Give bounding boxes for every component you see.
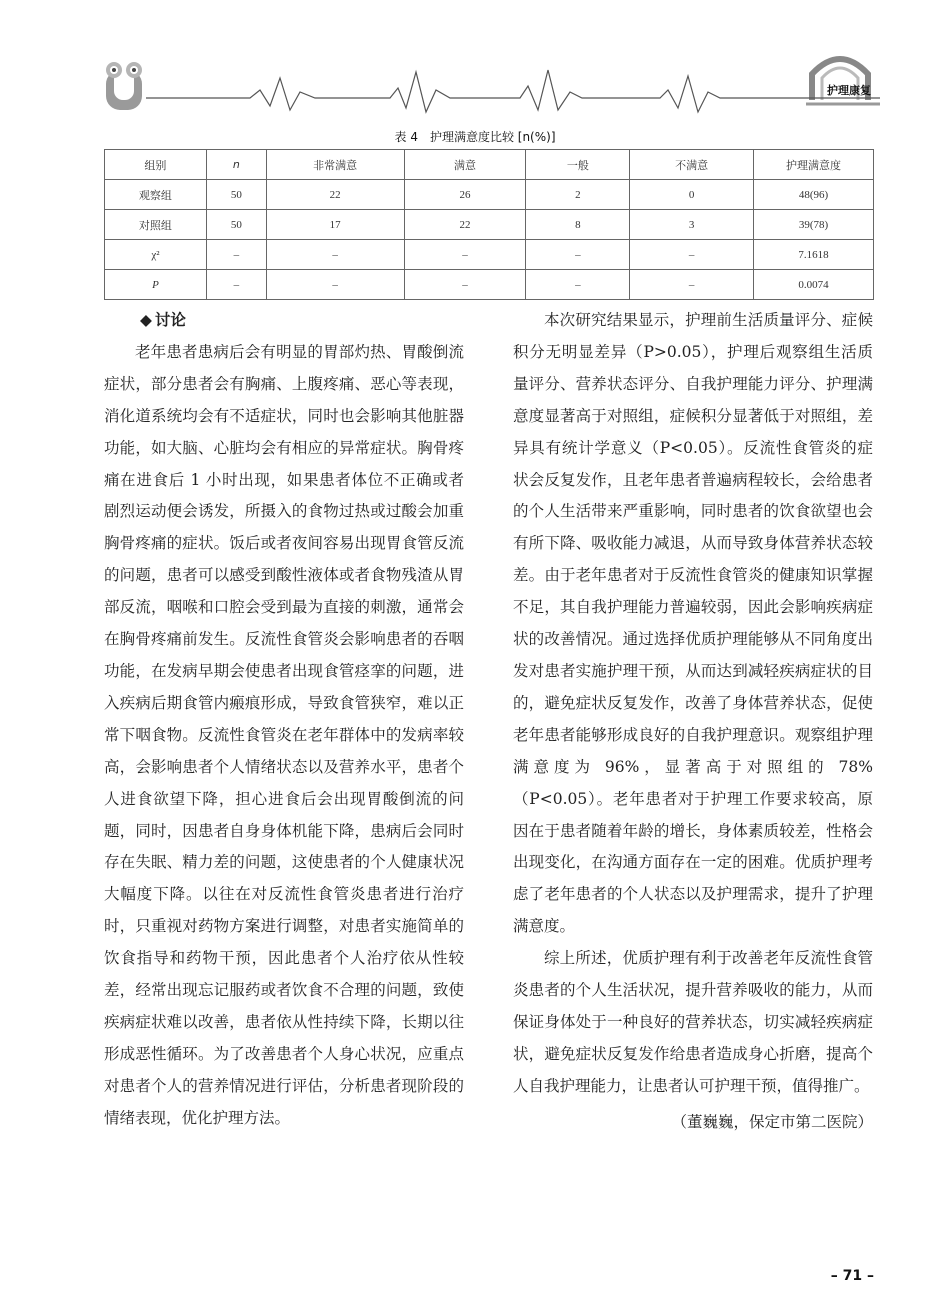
table-cell: 观察组 <box>105 180 207 210</box>
section-label: 护理康复 <box>827 84 871 97</box>
header-ornament <box>100 48 880 118</box>
table-cell: – <box>206 240 266 270</box>
discussion-paragraph: 老年患者患病后会有明显的胃部灼热、胃酸倒流症状，部分患者会有胸痛、上腹疼痛、恶心等表现，消化道系统均会有不适症状，同时也会影响其他脏器功能，如大脑、心脏均会有相应的异常症状。胸骨疼痛在进食后 1 小时出现，如果患者体位不正确或者剧烈运动便会诱发，所摄入的食物过热或过酸会加重胸骨疼痛的症状。饭后或者夜间容易出现胃食管反流的问题，患者可以感受到酸性液体或者食物残渣从胃部反流，咽喉和口腔会受到最为直接的刺激，通常会在胸骨疼痛前发生。反流性食管炎会影响患者的吞咽功能，在发病早期会使患者出现食管痉挛的问题，进入疾病后期食管内瘢痕形成，导致食管狭窄，难以正常下咽食物。反流性食管炎在老年群体中的发病率较高，会影响患者个人情绪状态以及营养水平，患者个人进食欲望下降，担心进食后会出现胃酸倒流的问题，同时，因患者自身身体机能下降，患病后会同时存在失眠、精力差的问题，这使患者的个人健康状况大幅度下降。以往在对反流性食管炎患者进行治疗时，只重视对药物方案进行调整，对患者实施简单的饮食指导和药物干预，因此患者个人治疗依从性较差，经常出现忘记服药或者饮食不合理的问题，致使疾病症状难以改善，患者依从性持续下降，长期以往形成恶性循环。为了改善患者个人身心状况，应重点对患者个人的营养情况进行评估，分析患者现阶段的情绪表现，优化护理方法。 <box>104 342 464 1127</box>
table-header: 不满意 <box>630 150 754 180</box>
table-header: n <box>206 150 266 180</box>
discussion-heading-label: 讨论 <box>154 311 186 329</box>
discussion-heading <box>104 305 464 337</box>
diamond-icon: ◆ <box>140 311 152 329</box>
table-cell: – <box>266 240 404 270</box>
author-line: （董巍巍，保定市第二医院） <box>671 1112 873 1131</box>
page-number: – 71 – <box>830 1268 874 1284</box>
logo-icon <box>106 62 142 110</box>
table-cell: 17 <box>266 210 404 240</box>
table-cell: 0.0074 <box>754 270 874 300</box>
table-cell: – <box>526 270 630 300</box>
table-cell: 对照组 <box>105 210 207 240</box>
table-cell: 22 <box>404 210 526 240</box>
table-row <box>105 180 874 210</box>
table-cell: – <box>526 240 630 270</box>
table-cell: – <box>630 270 754 300</box>
table-cell: – <box>266 270 404 300</box>
table-row <box>105 240 874 270</box>
table-header: 满意 <box>404 150 526 180</box>
table-row <box>105 270 874 300</box>
table-row <box>105 210 874 240</box>
table-header: 护理满意度 <box>754 150 874 180</box>
table-cell: χ² <box>105 240 207 270</box>
right-column <box>513 305 873 1139</box>
table-cell: 26 <box>404 180 526 210</box>
table-cell: 50 <box>206 180 266 210</box>
table-cell: 48(96) <box>754 180 874 210</box>
conclusion-paragraph: 综上所述，优质护理有利于改善老年反流性食管炎患者的个人生活状况，提升营养吸收的能力，从而保证身体处于一种良好的营养状态，切实减轻疾病症状，避免症状反复发作给患者造成身心折磨，提高个人自我护理能力，让患者认可护理干预，值得推广。 <box>513 949 873 1095</box>
satisfaction-table <box>104 149 874 300</box>
table-header: 组别 <box>105 150 207 180</box>
table-header: 非常满意 <box>266 150 404 180</box>
table-cell: 2 <box>526 180 630 210</box>
table-title: 表 4 护理满意度比较 [n(%)] <box>394 130 556 144</box>
table-header: 一般 <box>526 150 630 180</box>
results-paragraph: 本次研究结果显示，护理前生活质量评分、症候积分无明显差异（P>0.05），护理后观察组生活质量评分、营养状态评分、自我护理能力评分、护理满意度显著高于对照组，症候积分显著低于对照组，差异具有统计学意义（P<0.05）。反流性食管炎的症状会反复发作，且老年患者普遍病程较长，会给患者的个人生活带来严重影响，同时患者的饮食欲望也会有所下降、吸收能力减退，从而导致身体营养状态较差。由于老年患者对于反流性食管炎的健康知识掌握不足，其自我护理能力普遍较弱，因此会影响疾病症状的改善情况。通过选择优质护理能够从不同角度出发对患者实施护理干预，从而达到减轻疾病症状的目的，避免症状反复发作，改善了身体营养状态，促使老年患者能够形成良好的自我护理意识。观察组护理满意度为 96%，显著高于对照组的 78%（P<0.05）。老年患者对于护理工作要求较高，原因在于患者随着年龄的增长，身体素质较差，性格会出现变化，在沟通方面存在一定的困难。优质护理考虑了老年患者的个人状态以及护理需求，提升了护理满意度。 <box>513 311 873 936</box>
table-cell: – <box>404 240 526 270</box>
table-cell: – <box>404 270 526 300</box>
page-header <box>100 48 880 118</box>
table-cell: 39(78) <box>754 210 874 240</box>
table-cell: – <box>630 240 754 270</box>
table-cell: 50 <box>206 210 266 240</box>
heartbeat-line <box>146 70 800 112</box>
left-column <box>104 305 464 1135</box>
table-header-row <box>105 150 874 180</box>
table-cell: 3 <box>630 210 754 240</box>
table-cell: 8 <box>526 210 630 240</box>
table-cell: – <box>206 270 266 300</box>
table-cell: 7.1618 <box>754 240 874 270</box>
table-cell: 22 <box>266 180 404 210</box>
table-cell: 0 <box>630 180 754 210</box>
table-cell: P <box>105 270 207 300</box>
